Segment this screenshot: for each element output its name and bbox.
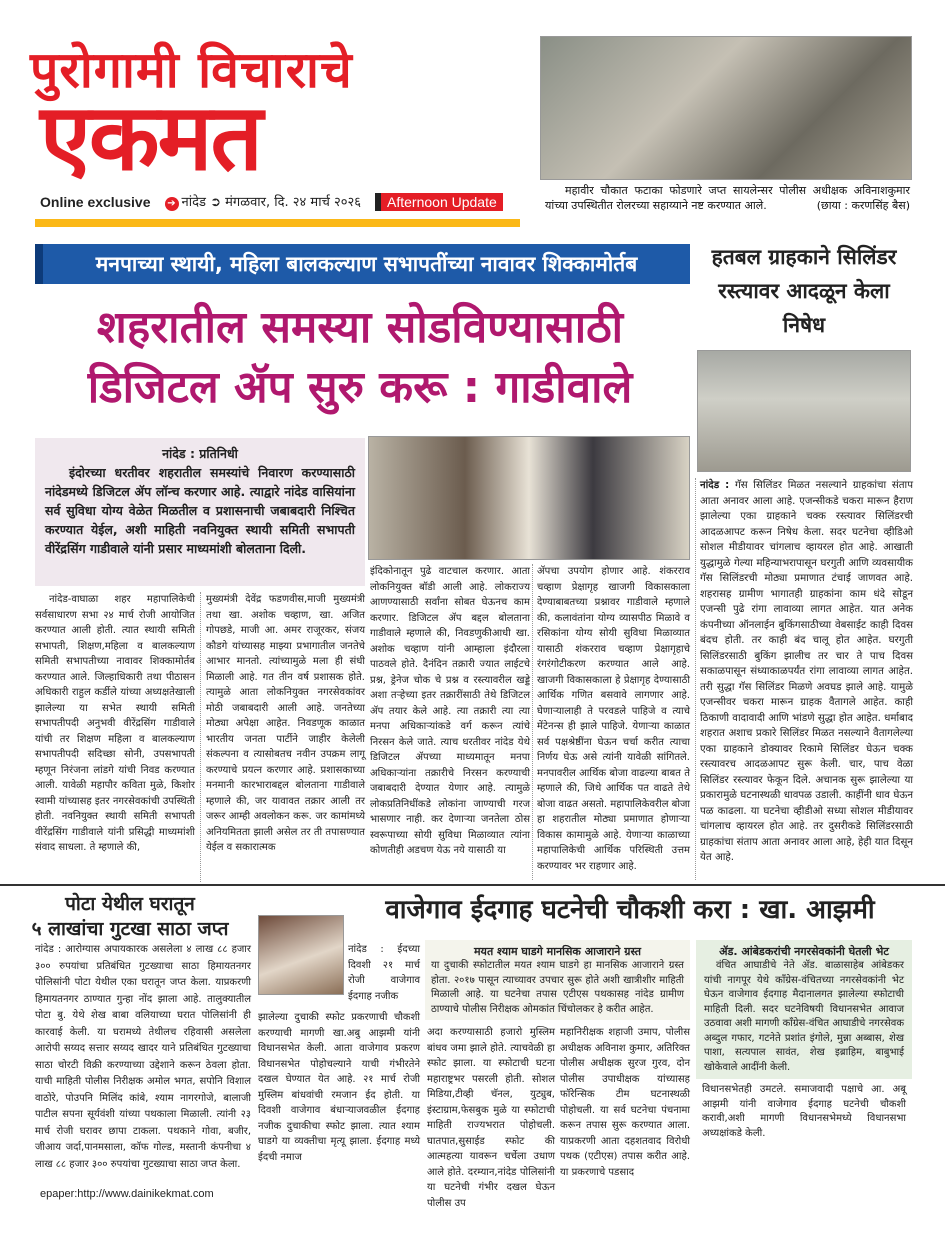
afternoon-update-badge: Afternoon Update bbox=[375, 193, 503, 211]
lead-intro bbox=[35, 438, 365, 586]
lead-headline bbox=[30, 298, 690, 418]
azmi-column-4: विधानसभेतही उमटले. समाजवादी पक्षाचे आ. अबू आझमी यांनी वाजेगाव ईदगाह घटनेची चौकशी करावी,अशी मागणी विधानसभेमध्ये विधानसभा अध्यक्षांकडे केली. bbox=[702, 1084, 906, 1139]
epaper-url[interactable]: epaper:http://www.dainikekmat.com bbox=[40, 1188, 214, 1200]
intro-dateline: नांदेड : प्रतिनिधी bbox=[162, 446, 238, 461]
ambedkar-box-title: ॲड. आंबेडकरांची नगरसेवकांनी घेतली भेट bbox=[719, 945, 889, 958]
info-row bbox=[40, 192, 503, 211]
lead-photo bbox=[368, 436, 690, 560]
side-body bbox=[695, 478, 913, 880]
top-photo bbox=[540, 36, 912, 180]
ambedkar-box bbox=[696, 940, 912, 1079]
gutkha-body: नांदेड : आरोग्यास अपायकारक असलेला ४ लाख ८८ हजार ३०० रुपयांचा प्रतिबंधित गुटख्याचा साठा हिमायतनगर पोलिसांनी पोटा येथील एका घरातून जप्त केला. याप्रकरणी हिमायतनगर ठाण्यात गुन्हा नोंद झाला आहे. तालुक्यातील पोटा बु. येथे शेख बाबा वलियाच्या घरात पोलिसांनी ही कारवाई केली. या घरामध्ये तेथीलच रहिवासी असलेला आरोपी सय्यद सत्तार सय्यद खादर याने प्रतिबंधित गुटख्याचा साठा चोरटी विक्री करण्याच्या उद्देशाने करून ठेवला होता. याची माहिती पोलीस निरीक्षक अमोल भगत, सपोनि विशाल वाठोरे, पोउपनि मिलिंद कांबे, श्याम नागरगोजे, बालाजी पाटील सपना सूर्यवंशी यांच्या पथकाला मिळाली. त्यांनी २३ मार्च रोजी घरावर छापा टाकला. पथकाने गोवा, बजीर, जीआय जर्दा,पानमसाला, कॉफ गोल्ड, मस्तानी कंपनीचा ४ लाख ८८ हजार ३०० रुपयांचा गुटख्याचा साठा जप्त केला. bbox=[35, 944, 251, 1170]
side-headline: हतबल ग्राहकाने सिलिंडर रस्त्यावर आदळून केला निषेध bbox=[711, 245, 897, 337]
shyam-box bbox=[425, 940, 690, 1020]
masthead-logo: एकमत bbox=[40, 84, 261, 191]
photo-credit: (छाया : करणसिंह बैस) bbox=[816, 199, 910, 212]
side-photo bbox=[697, 350, 911, 472]
azmi-photo bbox=[258, 915, 344, 995]
lead-column-3: इंदिकोनातून पुढे वाटचाल करणार. आता लोकनियुक्त बॉडी आली आहे. लोकराज्य आणण्यासाठी सर्वांना सोबत घेऊनच काम करणार. डिजिटल ॲप बद्दल बोलताना गाडीवाले म्हणाले की, निवडणुकीआधी खा. अशोक चव्हाण यांनी आम्हाला इंदौरला पाठवले होते. दैनंदिन तक्रारी ज्यात लाईटचे प्रश्न, ड्रेनेज चोक चे प्रश्न व रस्त्यावरील खड्डे अशा तऱ्हेच्या इतर तक्रारींसाठी तेथे डिजिटल ॲप तयार केले आहे. त्या तक्रारी त्या त्या मनपा अधिकाऱ्यांकडे वर्ग करून त्यांचे निरसन केले जाते. त्याच धरतीवर नांदेड येथे डिजिटल ॲपच्या माध्यमातून मनपा अधिकाऱ्यांना तक्रारीचे निरसन करण्याची जबाबदारी देण्यात येणार आहे. त्यामुळे लोकप्रतिनिधींकडे लोकांना जाण्याची गरज भासणार नाही. कर देणाऱ्या जनतेला ठोस स्वरूपाच्या सोयी सुविधा मिळाव्यात त्यांना कोणतीही अडचण येऊ नये यासाठी या bbox=[370, 566, 530, 856]
gutkha-story bbox=[5, 892, 255, 1182]
ambedkar-column bbox=[696, 940, 912, 1180]
side-body-text: गॅस सिलिंडर मिळत नसल्याने ग्राहकांचा संताप आता अनावर आला आहे. एजन्सीकडे चकरा मारून हैराण झालेल्या एका ग्राहकाने चक्क रस्त्यावर सिलिंडरची आदळआपट करून निषेध केला. सदर घटनेचा व्हीडिओ सोशल मीडीयावर चांगलाच व्हायरल होत आहे. आखाती युद्धामुळे गेल्या महिन्याभरापासून घरगुती आणि व्यवसायीक गॅस सिलिंडरची मोठ्या प्रमाणात टंचाई जाणवत आहे. शहरासह ग्रामीण भागातही ग्राहकांना काम धंदे सोडून एजन्सी पुढे रांगा लावाव्या लागत आहेत. यात अनेक कंपनीच्या ऑनलाईन बुकिंगसाठीच्या वेबसाईट काही दिवस बंदच होती. तर काही बंद चालू होत आहेत. घरगुती सिलिंडरसाठी बुकिंग झालीच तर चार ते पाच दिवस सकाळपासून संध्याकाळपर्यंत रांगा लावाव्या लागत आहेत. तरी सुद्धा गॅस सिलिंडर मिळणे अवघड झाले आहे. यामुळे एजन्सीवर चकरा मारून ग्राहक वैतागले आहेत. काही ठिकाणी वादावादी आणि भांडणे सुद्धा होत आहेत. धर्माबाद शहरात अशाच प्रकारे सिलिंडर मिळत नसल्याने वैतागलेल्या एका ग्राहकाने डोक्यावर रिकामे सिलिंडर घेऊन चक्क रस्त्यावरच आदळआपट सुरू केली. चार, पाच वेळा सिलिंडर रस्त्यावर फेकून दिले. अचानक सुरू झालेल्या या प्रकारामुळे घटनास्थळी धावपळ उडाली. काहींनी धाव घेऊन पळ काढला. या घटनेचा व्हीडीओ सध्या सोशल मीडीयावर चांगलाच व्हायरल होत आहे. तर दुसरीकडे सिलिंडरसाठी ग्राहकांचा संताप आता अनावर आला आहे, हेही यात दिसून येत आहे. bbox=[700, 480, 913, 863]
headline-line-2: डिजिटल ॲप सुरु करू : गाडीवाले bbox=[87, 362, 633, 413]
gutkha-headline-1: पोटा येथील घरातून bbox=[65, 893, 195, 915]
dateline-text: नांदेड ➲ मंगळवार, दि. २४ मार्च २०२६ bbox=[181, 195, 362, 210]
gutkha-headline-2: ५ लाखांचा गुटखा साठा जप्त bbox=[31, 918, 229, 940]
masthead-tagline: पुरोगामी विचाराचे bbox=[30, 41, 353, 99]
shyam-box-body: या दुचाकी स्फोटातील मयत श्याम घाडगे हा मानसिक आजाराने ग्रस्त होता. २०१७ पासून त्याच्यावर उपचार सुरू होते अशी खात्रीशीर माहिती मिळाली आहे. या घटनेचा तपास एटीएस पथकासह नांदेड ग्रामीण ठाण्याचे पोलीस निरीक्षक ओमकांत चिंचोलकर हे करीत आहेत. bbox=[431, 960, 684, 1015]
shyam-box-title: मयत श्याम घाडगे मानसिक आजाराने ग्रस्त bbox=[473, 945, 641, 958]
lead-column-1: नांदेड-वाघाळा शहर महापालिकेची सर्वसाधारण सभा २४ मार्च रोजी आयोजित करण्यात आली होती. त्यात स्थायी समिती सभापती, शिक्षण,महिला व बालकल्याण समिती सभापतीच्या नावावर शिक्कामोर्तब करण्यात आले. जिल्हाधिकारी तथा पीठासन अधिकारी राहुल कर्डीले यांच्या अध्यक्षतेखाली झालेल्या या सभेत स्थायी समिती सभापतीपदी अनुभवी वीरेंद्रसिंग गाडीवाले यांची तर शिक्षण महिला व बालकल्याण सभापतीपदी सदिच्छा सोनी, उपसभापती म्हणून निरंजना लांडगे यांची निवड करण्यात आली. यावेळी महापौर कविता मुळे, किशोर स्वामी यांच्यासह इतर नगरसेवकांची उपस्थिती होती. नवनियुक्त स्थायी समिती सभापती वीरेंद्रसिंग गाडीवाले यांनी प्रसिद्धी माध्यमांशी संवाद साधला. ते म्हणाले की, bbox=[35, 594, 195, 853]
azmi-headline: वाजेगाव ईदगाह घटनेची चौकशी करा : खा. आझमी bbox=[385, 895, 875, 925]
lead-column-4: ॲपचा उपयोग होणार आहे. शंकरराव चव्हाण प्रेक्षागृह खाजगी विकासकाला देण्याबाबतच्या प्रश्नावर गाडीवाले म्हणाले की, कलावंतांना योग्य व्यासपीठ मिळावे व रसिकांना योग्य सोयी सुविधा मिळाव्यात यासाठी शंकरराव चव्हाण प्रेक्षागृहाचे रंगरंगोटीकरण करण्यात आले आहे. खाजगी विकासकाला हे प्रेक्षागृह देण्यासाठी आर्थिक गणित बसवावे लागणार आहे. घेणाऱ्यालाही ते परवडले पाहिजे व त्याचे मेंटेनन्स ही झाले पाहिजे. येणाऱ्या काळात सर्व पक्षश्रेष्ठींना घेऊन चर्चा करीत त्याचा निर्णय घेऊ असे त्यांनी यावेळी सांगितले. मनपावरील आर्थिक बोजा वाढल्या बाबत ते म्हणाले की, जिथे आर्थिक पत वाढते तेथे बोजा वाढत असतो. महापालिकेवरील बोजा हा शहरातील मोठ्या प्रमाणात होणाऱ्या विकास कामामुळे आहे. येणाऱ्या काळाच्या महापालिकेची आर्थिक परिस्थिती उत्तम करण्यावर भर राहणार आहे. bbox=[532, 564, 690, 880]
top-photo-caption bbox=[545, 183, 910, 213]
azmi-body: झालेल्या दुचाकी स्फोट प्रकरणाची चौकशी करण्याची मागणी खा.अबु आझमी यांनी विधानसभेत केली. आता वाजेगाव प्रकरण विधानसभेत पोहोचल्याने याची गंभीरतेने दखल घेण्यात येत आहे. २१ मार्च रोजी मुस्लिम बांधवांची रमजान ईद होती. या दिवशी वाजेगाव बंधाऱ्याजवळील ईदगाह नजीक दुचाकीचा स्फोट झाला. त्यात श्याम घाडगे या व्यक्तीचा मृत्यू झाला. ईदगाह मध्ये ईदची नमाज bbox=[258, 1012, 420, 1163]
lead-banner: मनपाच्या स्थायी, महिला बालकल्याण सभापतींच्या नावावर शिक्कामोर्तब bbox=[35, 244, 690, 284]
intro-text: इंदोरच्या धरतीवर शहरातील समस्यांचे निवारण करण्यासाठी नांदेडमध्ये डिजिटल ॲप लॉन्च करणार आहे. त्याद्वारे नांदेड वासियांना सर्व सुविधा योग्य वेळेत मिळतील व प्रशासनाची जबाबदारी निश्चित करण्यात येईल, अशी माहिती नवनियुक्त स्थायी समिती सभापती वीरेंद्रसिंग गाडीवाले यांनी प्रसार माध्यमांशी बोलताना दिली. bbox=[45, 465, 355, 556]
arrow-icon: ➔ bbox=[165, 197, 179, 211]
headline-line-1: शहरातील समस्या सोडविण्यासाठी bbox=[96, 302, 624, 353]
online-exclusive-label: Online exclusive bbox=[40, 193, 151, 210]
lead-column-2: मुख्यमंत्री देवेंद्र फडणवीस,माजी मुख्यमंत्री तथा खा. अशोक चव्हाण, खा. अजित गोपछडे, माजी आ. अमर राजूरकर, संजय कौडगे यांच्यासह माझ्या प्रभागातील जनतेचे आभार मानतो. त्यांच्यामुळे मला ही संधी मिळाली आहे. गत तीन वर्ष प्रशासक होते. त्यामुळे आता लोकनियुक्त नगरसेवकांवर मोठी जबाबदारी आली आहे. जनतेच्या मोठ्या अपेक्षा आहेत. निवडणूक काळात भारतीय जनता पार्टीने जाहीर केलेली संकल्पना व त्यासोबतच नवीन उपक्रम लागू करण्याचे प्रयत्न करणार आहे. प्रशासकाच्या मनमानी कारभाराबद्दल बोलताना गाडीवाले म्हणाले की, जर यावावत तक्रार आली तर जरूर आम्ही अवलोकन करू. जर कामांमध्ये अनियमितता झाली असेल तर ती तपासण्यात येईल व सकारात्मक bbox=[200, 592, 365, 882]
azmi-column-2: अदा करण्यासाठी हजारो मुस्लिम बांधव जमा झाले होते. त्याचवेळी हा स्फोट झाला. या स्फोटाची घटना महाराष्ट्रभर पसरली होती. सोशल मिडिया,टीव्ही चॅनल, युट्युब, इंस्टाग्राम,फेसबुक मुळे या स्फोटाची माहिती राज्यभरात पोहोचली. घातपात,सुसाईड स्फोट की आत्महत्या यावरून चर्चेला उधाण आले होते. दरम्यान,नांदेड पोलिसांनी या घटनेची गंभीर दखल घेऊन पोलीस उप bbox=[427, 1027, 555, 1209]
azmi-body-short: नांदेड : ईदच्या दिवशी २१ मार्च रोजी वाजेगाव ईदगाह नजीक bbox=[348, 944, 420, 1002]
side-dateline: नांदेड : bbox=[700, 480, 730, 491]
caption-text: महावीर चौकात फटाका फोडणारे जप्त सायलेन्सर पोलीस अधीक्षक अविनाशकुमार यांच्या उपस्थितीत रोलरच्या सहाय्याने नष्ट करण्यात आले. bbox=[545, 184, 910, 212]
section-divider bbox=[0, 884, 945, 886]
yellow-divider bbox=[35, 219, 520, 227]
dateline bbox=[165, 192, 362, 211]
ambedkar-box-body: वंचित आघाडीचे नेते ॲड. बाळासाहेब आंबेडकर यांची नागपूर येथे काँग्रेस-वंचितच्या नगरसेवकांनी भेट घेऊन वाजेगाव ईदगाह मैदानालगत झालेल्या स्फोटाची माहिती दिली. सदर घटनेविषयी विधानसभेत आवाज उठवावा अशी मागणी काँग्रेस-वंचित आघाडीचे नगरसेवक अब्दुल गफार, गटनेते प्रशांत इंगोले, मुन्ना अब्बास, शेख पाशा, सत्यपाल सावंत, शेख इब्राहिम, बाबुभाई खोकेवाले आदींनी केली. bbox=[704, 960, 904, 1073]
azmi-column-3: महानिरीक्षक शहाजी उमाप, पोलीस अधीक्षक अविनाश कुमार, अतिरिक्त पोलीस अधीक्षक सुरज गुरव, दोन पोलीस उपाधीक्षक यांच्यासह फॉरेन्सिक टीम घटनास्थळी पोहोचली. या सर्व घटनेचा पंचनामा करून तपास सुरू करण्यात आला. याप्रकरणी आता दहशतवाद विरोधी पथक (एटीएस) तपास करीत आहे. या प्रकरणाचे पडसाद bbox=[560, 1027, 690, 1178]
